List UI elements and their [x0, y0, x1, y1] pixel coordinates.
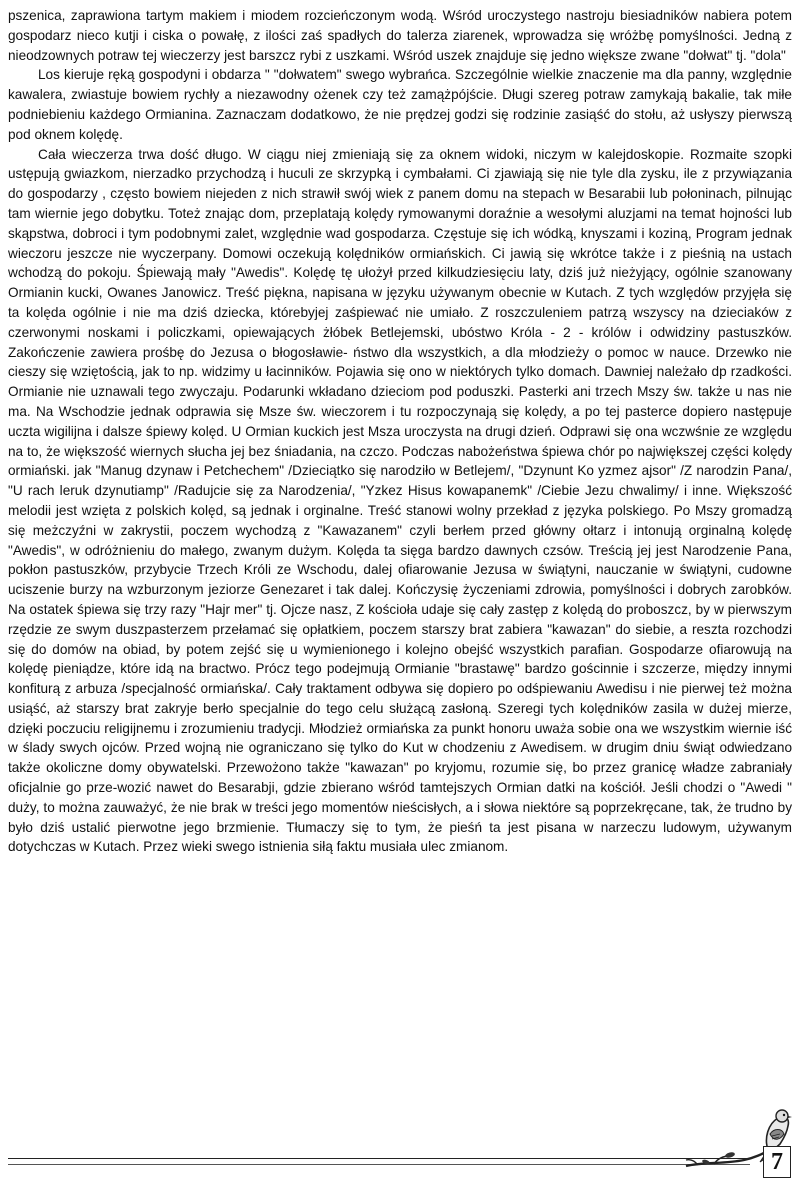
footer-rule-secondary [8, 1164, 750, 1165]
article-body [8, 6, 792, 857]
page-number: 7 [763, 1146, 791, 1178]
paragraph-3: Cała wieczerza trwa dość długo. W ciągu niej zmieniają się za oknem widoki, niczym w kalejdoskopie. Rozmaite szopki ustępują gwiazkom, nierzadko przychodzą i huculi ze skrzypką i cymbałami. Ci zjawiają się nie tyle dla zysku, ile z przywiązania do gospodarzy , często bowiem niejeden z nich strawił swój wiek z panem domu na stepach w Besarabii lub połoninach, pilnując tam wiernie jego dobytku. Toteż znając dom, przeplatają kolędy rymowanymi doraźnie a wesołymi aluzjami na temat hojności lub skąpstwa, dobroci i tym podobnymi zalet, względnie wad gospodarza. Częstuje się ich wódką, knyszami i koziną, Program jednak wieczoru jeszcze nie wyczerpany. Domowi oczekują kolędników ormiańskich. Ci jawią się wkrótce także i z pieśnią na ustach wchodzą do pokoju. Śpiewają mały "Awedis". Kolędę tę ułożył przed kilkudziesięciu laty, dziś już nieżyjący, ogólnie szanowany Ormianin kucki, Owanes Janowicz. Treść piękna, napisana w języku używanym obecnie w Kutach. Z tych względów przyjęła się ta kolęda ogólnie i nie ma dziś dziecka, którebyjej zaśpiewać nie umiało. Z roszczuleniem patrzą wszyscy na dzieciaków z czerwonymi noskami i policzkami, opiewających żłóbek Betlejemski, ubóstwo Króla - 2 - królów i odwidziny pastuszków. Zakończenie zawiera prośbę do Jezusa o błogosławie- ństwo dla wszystkich, a dla młodzieży o pomoc w nauce. Drzewko nie cieszy się wziętością, jak to np. widzimy u łacinników. Pojawia się ono w niektórych tylko domach. Dawniej należało dp rzadkości. Ormianie nie uznawali tego zwyczaju. Podarunki wkładano dzieciom pod poduszki. Pasterki ani trzech Mszy św. także u nas nie ma. Na Wschodzie jednak odprawia się Msze św. wieczorem i tu rozpoczynają się kolędy, a po tej pasterce dopiero następuje uczta wigilijna i dalsze śpiewy kolęd. U Ormian kuckich jest Msza uroczysta na drugi dzień. Odprawi się ona wczwśnie ze względu na to, że większość wiernych słucha jej bez śniadania, na czczo. Podczas nabożeństwa śpiewa chór po największej części kolędy ormiański. jak "Manug dzynaw i Petchechem" /Dzieciątko się narodziło w Betlejem/, "Dzynunt Ko yzmez ajsor" /Z narodzin Pana/, "U rach leruk dzynutiamp" /Radujcie się za Narodzenia/, "Yzkez Hisus kowapanemk" /Ciebie Jezu chwalimy/ i inne. Większość melodii jest wzięta z polskich kolęd, są jednak i orginalne. Treść stanowi wolny przekład z języka polskiego. Po Mszy gromadzą się meżczyźni w zakrystii, poczem wychodzą z "Kawazanem" czyli berłem przed główny ołtarz i intonują orginalną kolędę "Awedis", w odróżnieniu do małego, zwanym dużym. Kolęda ta sięga bardzo dawnych czsów. Treścią jej jest Narodzenie Pana, pokłon pastuszków, przybycie Trzech Króli ze Wschodu, dalej ofiarowanie Jezusa w świątyni, nauczanie w świątyni, cudowne uciszenie burzy na wzburzonym jeziorze Genezaret i tak dalej. Kończysię życzeniami zdrowia, pomyślności i dobrych zarobków. Na ostatek śpiewa się trzy razy "Hajr mer" tj. Ojcze nasz, Z kościoła udaje się cały zastęp z kolędą do proboszcz, by w pierwszym rzędzie ze swym duszpasterzem przełamać się opłatkiem, poczem starszy brat zabiera "kawazan" do siebie, a reszta rozchodzi się do domów na obiad, by potem zejść się u wymienionego i kolejno obejść wszystkich parafian. Gospodarze ofiarowują na kolędę pieniądze, które idą na bractwo. Prócz tego podejmują Ormianie "brastawę" bardzo gościnnie i szczerze, między innymi konfiturą z arbuza /specjalność ormiańska/. Cały traktament odbywa się dopiero po odśpiewaniu Awedisu i nie pierwej też można usiąść, aż starszy brat zakryje berło specjalnie do tego celu służącą zasłoną. Szeregi tych kolędników zasila w dużej mierze, dzięki poczuciu religijnemu i zrozumieniu tradycji. Młodzież ormiańska za punkt honoru uważa sobie ona we wszystkim wiernie iść w ślady swych ojców. Przed wojną nie ograniczano się tylko do Kut w chodzeniu z Awedisem. w drugim dniu świąt odwiedzano także okoliczne domy obywatelski. Przewożono także "kawazan" po kryjomu, rozumie się, bo przez granicę władze zabraniały oficjalnie go prze-wozić nawet do Besarabji, gdzie zbierano wśród tamtejszych Ormian datki na kościół. Jeśli chodzi o "Awedi " duży, to można zauważyć, że nie brak w treści jego momentów nieścisłych, a i słowa niektóre są poprzekręcane, tak, że trudno by było dziś ustalić pierwotne jego brzmienie. Tłumaczy się to tym, że pieśń ta jest pisana w narzeczu ludowym, używanym dotychczas w Kutach. Przez wieki swego istnienia siłą faktu musiała ulec zmianom. [8, 146, 792, 855]
paragraph-2: Los kieruje ręką gospodyni i obdarza " "dołwatem" swego wybrańca. Szczególnie wielkie znaczenie ma dla panny, względnie kawalera, zwiastuje bowiem rychły a niezawodny ożenek czy też zamążpójście. Długi szereg potraw zamykają bakalie, tak miłe podniebieniu każdego Ormianina. Zaznaczam dodatkowo, że nie prędzej godzi się rodzinie zasiąść do stołu, aż usłyszy pierwszą pod oknem kolędę. [8, 67, 792, 142]
paragraph-1: pszenica, zaprawiona tartym makiem i miodem rozcieńczonym wodą. Wśród uroczystego nastroju biesiadników nabiera potem gospodarz nieco kutji i ciska o powałę, z ilości zaś spadłych do talerza ziarenek, wprowadza się wróżbę pomyślności. Jedną z nieodzownych potraw tej wieczerzy jest barszcz rybi z uszkami. Wśród uszek znajduje się jedno większe zwane "dołwat" tj. "dola" [8, 8, 792, 63]
document-page [8, 6, 792, 1182]
footer-rule [8, 1158, 750, 1159]
